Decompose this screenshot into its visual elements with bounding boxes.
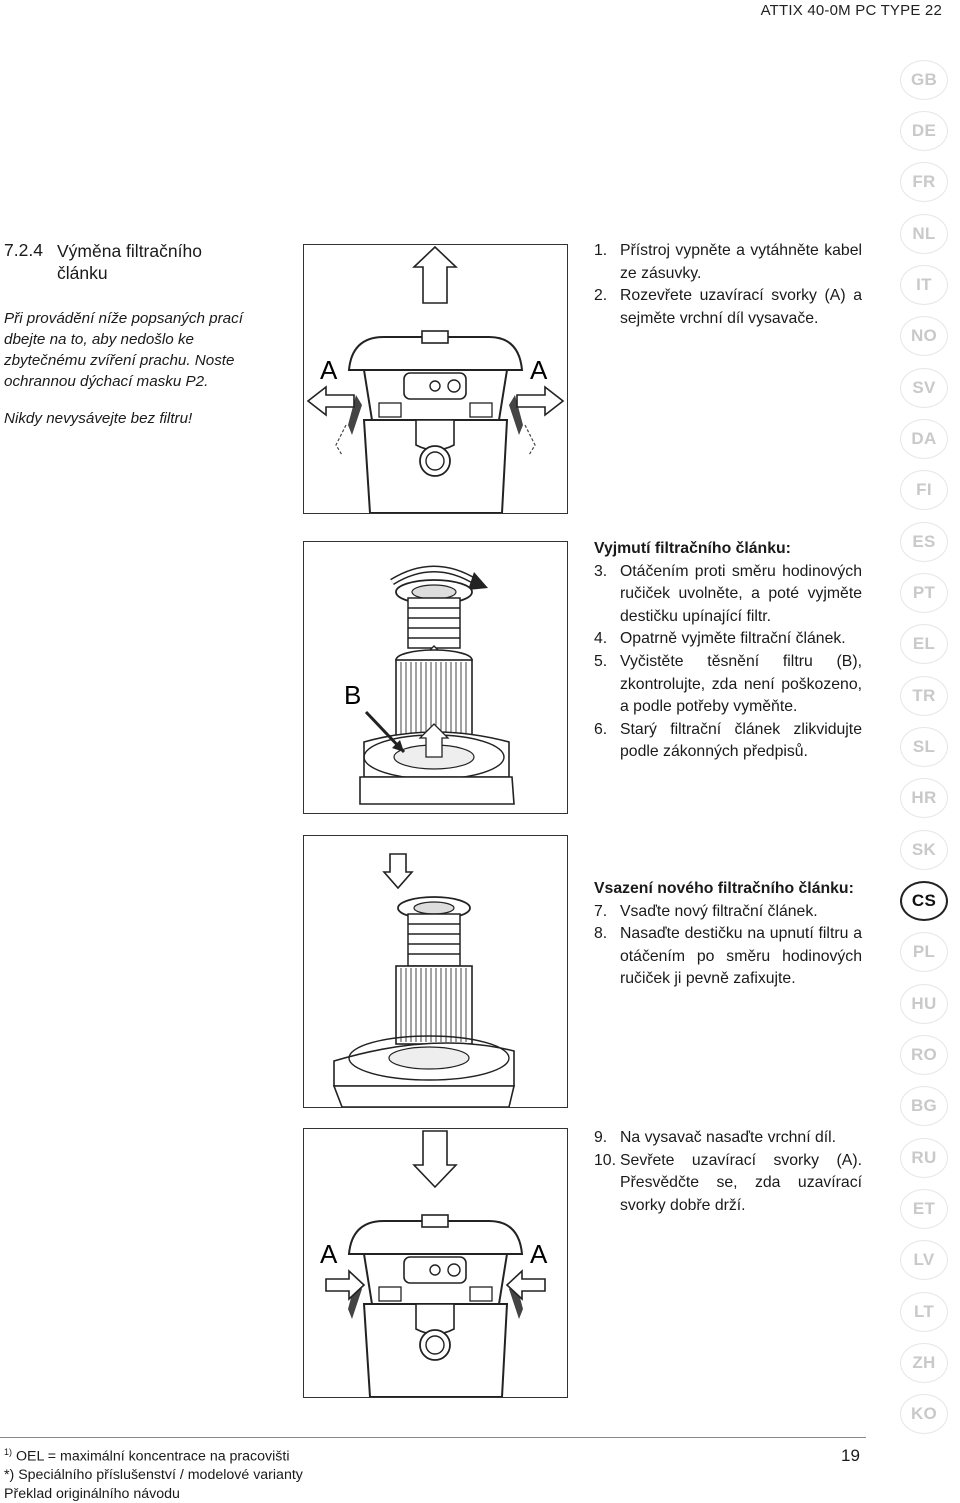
- lang-tab-fr[interactable]: FR: [900, 162, 948, 202]
- lang-tab-hu[interactable]: HU: [900, 984, 948, 1024]
- figure-remove-top: [303, 244, 568, 514]
- insertion-heading: Vsazení nového filtračního článku:: [594, 880, 854, 897]
- footnote-oel: $^{1)}$ OEL = maximální koncentrace na pracovišti: [4, 1447, 290, 1465]
- figure-close-top: [303, 1128, 568, 1398]
- lang-tab-ru[interactable]: RU: [900, 1138, 948, 1178]
- clamp-label-left: A: [320, 1239, 338, 1269]
- page-number: 19: [841, 1446, 860, 1465]
- step-9: 9. Na vysavač nasaďte vrchní díl.: [594, 1129, 837, 1146]
- step-8: 8. Nasaďte destičku na upnutí filtru a otáčením po směru hodinových ručiček ji pevně zafixujte.: [594, 925, 862, 988]
- lang-tab-hr[interactable]: HR: [900, 778, 948, 818]
- lang-tab-es[interactable]: ES: [900, 522, 948, 562]
- lang-tab-de[interactable]: DE: [900, 111, 948, 151]
- footnote-translation: Překlad originálního návodu: [4, 1485, 180, 1502]
- clamp-label-right: A: [530, 1239, 548, 1269]
- vacuum-close-illustration: [304, 1129, 567, 1397]
- lang-tab-da[interactable]: DA: [900, 419, 948, 459]
- lang-tab-lt[interactable]: LT: [900, 1292, 948, 1332]
- lang-tab-zh[interactable]: ZH: [900, 1343, 948, 1383]
- removal-section: [594, 538, 862, 764]
- filter-removal-illustration: [304, 542, 567, 813]
- step-4: 4. Opatrně vyjměte filtrační článek.: [594, 630, 846, 648]
- steps-intro: [594, 240, 862, 330]
- document-header-title: ATTIX 40-0M PC TYPE 22: [760, 2, 942, 19]
- lang-tab-nl[interactable]: NL: [900, 214, 948, 254]
- figure-insert-filter: [303, 835, 568, 1108]
- lang-tab-tr[interactable]: TR: [900, 676, 948, 716]
- lang-tab-ko[interactable]: KO: [900, 1394, 948, 1434]
- step-10: 10. Sevřete uzavírací svorky (A). Přesvědčte se, zda uzavírací svorky dobře drží.: [594, 1151, 862, 1214]
- figure-remove-filter: [303, 541, 568, 814]
- lang-tab-ro[interactable]: RO: [900, 1035, 948, 1075]
- step-5: 5. Vyčistěte těsnění filtru (B), zkontrolujte, zda není poškozeno, a podle potřeby vyměňte.: [594, 652, 862, 716]
- insertion-section: [594, 878, 862, 991]
- clamp-label-right: A: [530, 355, 548, 385]
- lang-tab-lv[interactable]: LV: [900, 1240, 948, 1280]
- step-3: 3. Otáčením proti směru hodinových ručiček uvolněte, a poté vyjměte destičku upínající filtr.: [594, 562, 862, 625]
- filter-warning: Nikdy nevysávejte bez filtru!: [4, 410, 193, 427]
- clamp-label-left: A: [320, 355, 338, 385]
- lang-tab-bg[interactable]: BG: [900, 1086, 948, 1126]
- footnotes: [4, 1443, 303, 1503]
- lang-tab-it[interactable]: IT: [900, 265, 948, 305]
- vacuum-top-illustration: [304, 245, 567, 513]
- gasket-label: B: [344, 680, 362, 710]
- lang-tab-pl[interactable]: PL: [900, 932, 948, 972]
- footer-divider: [0, 1437, 866, 1438]
- lang-tab-sl[interactable]: SL: [900, 727, 948, 767]
- lang-tab-no[interactable]: NO: [900, 316, 948, 356]
- lang-tab-gb[interactable]: GB: [900, 60, 948, 100]
- step-1: 1. Přístroj vypněte a vytáhněte kabel ze zásuvky.: [594, 242, 862, 282]
- step-2: 2. Rozevřete uzavírací svorky (A) a sejměte vrchní díl vysavače.: [594, 287, 862, 327]
- final-steps: [594, 1127, 862, 1217]
- footnote-accessories: *) Speciálního příslušenství / modelové varianty: [4, 1467, 303, 1484]
- step-6: 6. Starý filtrační článek zlikvidujte podle zákonných předpisů.: [594, 720, 862, 761]
- step-7: 7. Vsaďte nový filtrační článek.: [594, 902, 818, 920]
- lang-tab-fi[interactable]: FI: [900, 470, 948, 510]
- lang-tab-el[interactable]: EL: [900, 624, 948, 664]
- filter-insert-illustration: [304, 836, 567, 1107]
- lang-tab-et[interactable]: ET: [900, 1189, 948, 1229]
- removal-heading: Vyjmutí filtračního článku:: [594, 540, 791, 557]
- lang-tab-sk[interactable]: SK: [900, 830, 948, 870]
- safety-warning: Při provádění níže popsaných prací dbejte na to, aby nedošlo ke zbytečnému zvíření prachu. Noste ochrannou dýchací masku P2.: [4, 310, 243, 390]
- lang-tab-sv[interactable]: SV: [900, 368, 948, 408]
- lang-tab-cs-active[interactable]: CS: [900, 881, 948, 921]
- section-title: Výměna filtračního článku: [57, 241, 202, 283]
- section-number: 7.2.4: [4, 240, 43, 260]
- lang-tab-pt[interactable]: PT: [900, 573, 948, 613]
